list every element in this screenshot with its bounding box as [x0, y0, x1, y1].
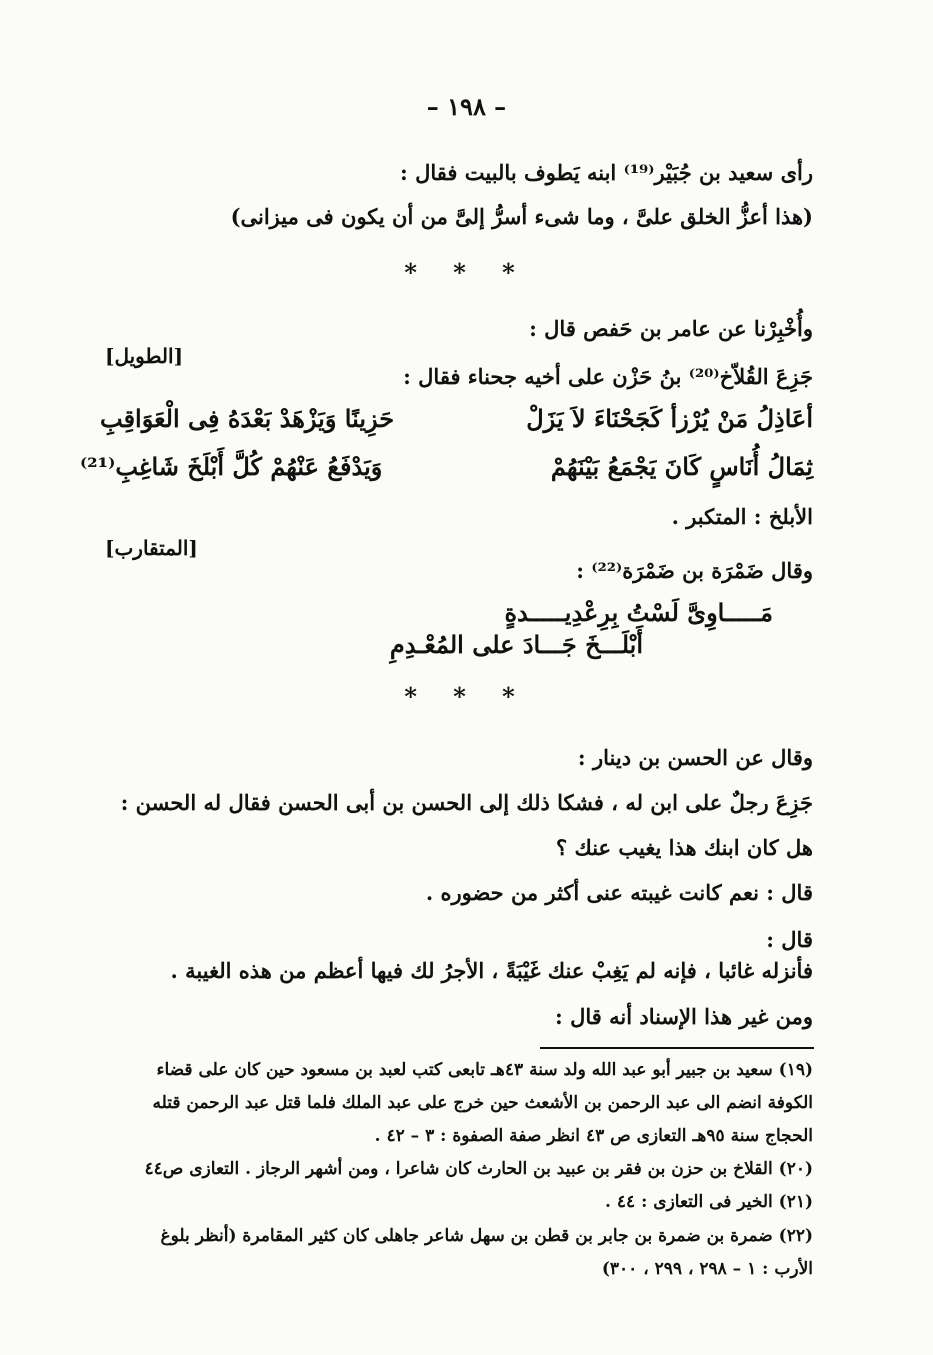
meter-label: [الطويل]	[105, 344, 184, 368]
text-line: وأُخْبِرْنا عن عامر بن حَفص قال :	[529, 316, 813, 341]
footnote-separator	[540, 1047, 814, 1049]
footnote-line: الكوفة انضم الى عبد الرحمن بن الأشعث حين خرج على عبد الملك فلما قتل عبد الرحمن قتله	[152, 1093, 813, 1113]
verse-hemistich: ثِمَالُ أُنَاسٍ كَانَ يَجْمَعُ بَيْنَهُمْ	[550, 452, 813, 481]
text-line: قال :	[766, 927, 813, 952]
verse-hemistich: حَزِينًا وَيَزْهَدْ بَعْدَهُ فِى الْعَوَاقِبِ	[100, 404, 395, 433]
text-line: ومن غير هذا الإسناد أنه قال :	[555, 1004, 813, 1029]
section-separator: * * *	[404, 682, 529, 711]
footnote-line: (٢١) الخير فى التعازى : ٤٤ .	[605, 1192, 813, 1212]
text-line: قال : نعم كانت غيبته عنى أكثر من حضوره .	[425, 880, 813, 905]
text-line: هل كان ابنك هذا يغيب عنك ؟	[556, 835, 813, 860]
footnote-line: (٢٠) القلاخ بن حزن بن فقر بن عبيد بن الحارث كان شاعرا ، ومن أشهر الرجاز . التعازى ص٤٤	[144, 1159, 813, 1179]
text-line: فأنزله غائبا ، فإنه لم يَغِبْ عنك غَيْبَةً ، الأجرُ لك فيها أعظم من هذه الغيبة .	[170, 958, 813, 983]
verse-hemistich: وَيَدْفَعُ عَنْهُمْ كُلَّ أَبْلَخَ شَاغِبِ⁽²¹⁾	[80, 452, 383, 481]
verse-hemistich: أعَاذِلُ مَنْ يُرْزأ كَجَحْنَاءَ لاَ يَزَلْ	[526, 404, 813, 433]
text-line: وقال عن الحسن بن دينار :	[577, 745, 813, 770]
verse-hemistich: مَـــــاوِىَّ لَسْتُ بِرِعْدِيـــــدةٍ	[504, 598, 773, 627]
gloss-line: الأبلخ : المتكبر .	[671, 504, 813, 529]
footnote-line: (٢٢) ضمرة بن ضمرة بن جابر بن قطن بن سهل شاعر جاهلى كان كثير المقامرة (أنظر بلوغ	[160, 1226, 813, 1246]
text-line: (هذا أعزُّ الخلق علىَّ ، وما شىء أسرُّ إلىَّ من أن يكون فى ميزانى)	[230, 204, 813, 229]
text-line: وقال ضَمْرَة بن ضَمْرَة⁽²²⁾ :	[576, 558, 813, 583]
text-line: رأى سعيد بن جُبَيْر⁽¹⁹⁾ ابنه يَطوف بالبيت فقال :	[400, 160, 813, 185]
page-number: – ١٩٨ –	[426, 92, 507, 121]
footnote-line: الحجاج سنة ٩٥هـ التعازى ص ٤٣ انظر صفة الصفوة : ٣ – ٤٢ .	[374, 1126, 813, 1146]
footnote-line: الأرب : ١ – ٢٩٨ ، ٢٩٩ ، ٣٠٠)	[601, 1259, 813, 1279]
text-line: جَزِعَ القُلاّخ⁽²⁰⁾ بنُ حَزْن على أخيه جحناء فقال :	[403, 364, 813, 389]
verse-hemistich: أَبْلَـــخَ جَـــادَ على المُعْـدِمِ	[389, 630, 643, 659]
text-line: جَزِعَ رجلٌ على ابن له ، فشكا ذلك إلى الحسن بن أبى الحسن فقال له الحسن :	[120, 790, 813, 815]
section-separator: * * *	[404, 258, 529, 287]
meter-label: [المتقارب]	[105, 536, 198, 560]
footnote-line: (١٩) سعيد بن جبير أبو عبد الله ولد سنة ٤٣هـ تابعى كتب لعبد بن مسعود حين كان على قضاء	[156, 1060, 813, 1080]
